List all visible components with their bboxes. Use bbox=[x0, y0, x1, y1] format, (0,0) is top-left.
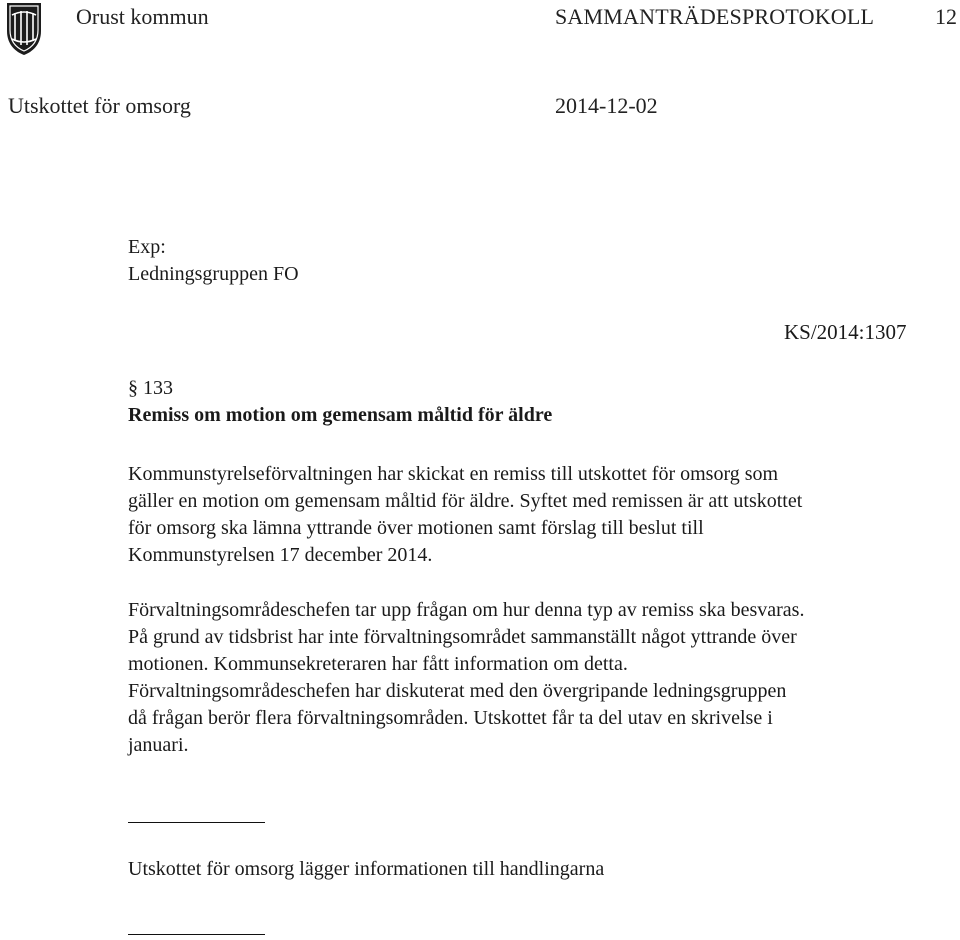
section-number-line bbox=[128, 375, 173, 402]
committee-name: Utskottet för omsorg bbox=[8, 93, 191, 118]
municipal-coat-of-arms-logo bbox=[4, 1, 44, 57]
separator-line-bottom bbox=[128, 934, 265, 935]
section-number: 133 bbox=[143, 377, 173, 399]
paragraph-line: motionen. Kommunsekreteraren har fått information om detta. bbox=[128, 653, 628, 675]
paragraph-line: På grund av tidsbrist har inte förvaltningsområdet sammanställt något yttrande över bbox=[128, 626, 797, 648]
body-paragraph-2 bbox=[128, 597, 804, 759]
municipality-name: Orust kommun bbox=[76, 4, 209, 29]
section-title: Remiss om motion om gemensam måltid för äldre bbox=[128, 404, 553, 426]
paragraph-line: Kommunstyrelsen 17 december 2014. bbox=[128, 544, 433, 566]
case-reference: KS/2014:1307 bbox=[784, 320, 907, 344]
protocol-title: SAMMANTRÄDESPROTOKOLL bbox=[555, 4, 875, 29]
paragraph-line: gäller en motion om gemensam måltid för äldre. Syftet med remissen är att utskottet bbox=[128, 490, 803, 512]
meeting-date: 2014-12-02 bbox=[555, 93, 658, 118]
separator-line-top bbox=[128, 822, 265, 823]
body-paragraph-1 bbox=[128, 461, 802, 569]
paragraph-line: då frågan berör flera förvaltningsområden. Utskottet får ta del utav en skrivelse i bbox=[128, 707, 773, 729]
page-number: 12 bbox=[935, 4, 957, 29]
decision-text: Utskottet för omsorg lägger informationen till handlingarna bbox=[128, 858, 605, 880]
dispatch-recipient: Ledningsgruppen FO bbox=[128, 263, 299, 285]
paragraph-line: januari. bbox=[128, 734, 189, 756]
dispatch-block bbox=[128, 234, 299, 288]
paragraph-line: Kommunstyrelseförvaltningen har skickat en remiss till utskottet för omsorg som bbox=[128, 463, 779, 485]
paragraph-line: Förvaltningsområdeschefen tar upp frågan om hur denna typ av remiss ska besvaras. bbox=[128, 599, 805, 621]
dispatch-label: Exp: bbox=[128, 236, 166, 258]
paragraph-line: Förvaltningsområdeschefen har diskuterat med den övergripande ledningsgruppen bbox=[128, 680, 787, 702]
section-sign: § bbox=[128, 377, 138, 399]
paragraph-line: för omsorg ska lämna yttrande över motionen samt förslag till beslut till bbox=[128, 517, 704, 539]
